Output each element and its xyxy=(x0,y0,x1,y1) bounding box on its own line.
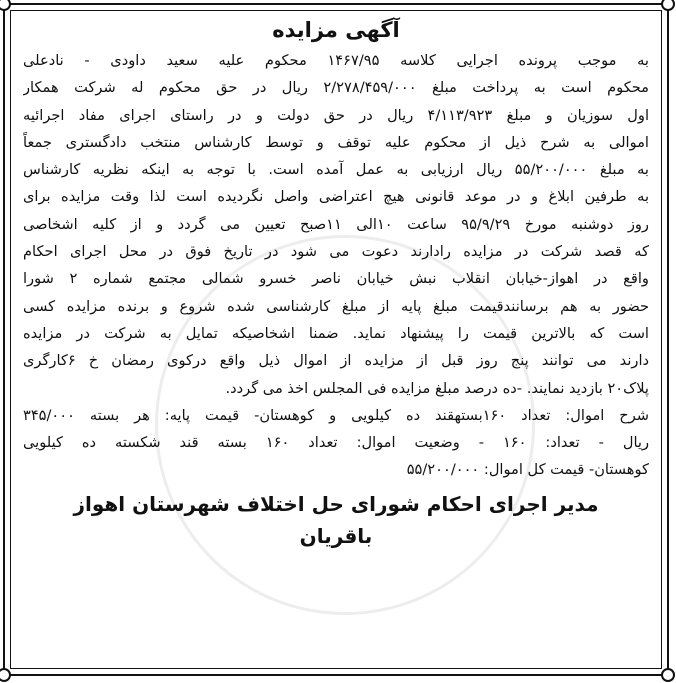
property-description-line: کوهستان- قیمت کل اموال: ۵۵/۲۰۰/۰۰۰ xyxy=(406,461,649,479)
notice-body-line: به موجب پرونده اجرایی کلاسه ۱۴۶۷/۹۵ محکوم علیه سعید داودی - نادعلی xyxy=(23,52,649,69)
notice-body-line: واقع در اهواز-خیابان انقلاب نبش خیابان ناصر خسرو شمالی مجتمع شماره ۲ شورا xyxy=(23,270,649,288)
frame-corner-ornament xyxy=(661,0,675,11)
notice-body-line: اول سوزیان و مبلغ ۴/۱۱۳/۹۲۳ ریال در حق دولت و در راستای اجرای مفاد اجرائیه xyxy=(23,106,649,124)
signatory-name: باقریان xyxy=(299,523,373,548)
notice-body-line: حضور به هم برسانندقیمت مبلغ پایه از مبلغ کارشناسی شده شروع و برنده مزایده کسی xyxy=(23,297,649,315)
notice-content xyxy=(10,10,662,669)
notice-body-line: است که بالاترین قیمت را پیشنهاد نماید. ضمنا اشخاصیکه تمایل به شرکت در مزایده xyxy=(23,324,649,342)
notice-body-line: به طرفین ابلاغ و در موعد قانونی هیچ اعتراضی واصل نگردیده است لذا وقت مزایده برای xyxy=(23,188,649,206)
frame-corner-ornament xyxy=(0,668,11,682)
property-description-line: شرح اموال: تعداد ۱۶۰بستهقند ده کیلویی و کوهستان- قیمت پایه: هر بسته ۳۴۵/۰۰۰ xyxy=(23,406,649,424)
notice-body-line: اموالی به شرح ذیل از محکوم علیه توقف و توسط کارشناس منتخب دادگستری جمعاً xyxy=(23,133,649,151)
notice-body-line: که قصد شرکت در مزایده رادارند دعوت می شود در تاریخ فوق در محل اجرای احکام xyxy=(23,243,649,261)
property-description-line: ریال - تعداد: ۱۶۰ - وضعیت اموال: تعداد ۱۶۰ بسته قند شکسته ده کیلویی xyxy=(23,434,649,452)
signatory-title: مدیر اجرای احکام شورای حل اختلاف شهرستان اهواز xyxy=(73,491,599,516)
notice-title: آگهی مزایده xyxy=(272,18,400,42)
notice-body-line: پلاک۲۰ بازدید نمایند. -ده درصد مبلغ مزایده فی المجلس اخذ می گردد. xyxy=(225,379,649,397)
notice-body-line: دارند می توانند پنج روز قبل از مزایده از اموال ذیل واقع درکوی رمضان خ ۶کارگری xyxy=(23,352,649,370)
notice-body-line: روز دوشنبه مورخ ۹۵/۹/۲۹ ساعت ۱۰الی ۱۱صبح تعیین می گردد و از کلیه اشخاصی xyxy=(23,215,649,233)
notice-body-line: به مبلغ ۵۵/۲۰۰/۰۰۰ ریال ارزیابی به عمل آمده است. با توجه به اینکه نظریه کارشناس xyxy=(23,161,649,179)
frame-corner-ornament xyxy=(661,668,675,682)
notice-frame xyxy=(3,3,669,676)
notice-body-line: محکوم است به پرداخت مبلغ ۲/۲۷۸/۴۵۹/۰۰۰ ریال در حق محکوم له شرکت همکار xyxy=(23,79,649,97)
